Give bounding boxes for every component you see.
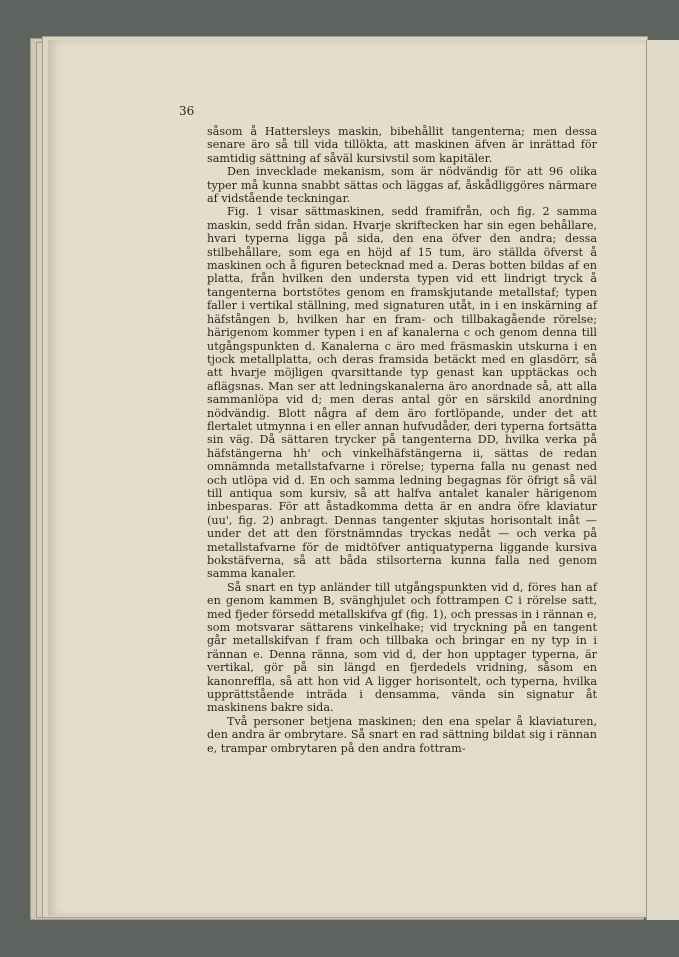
paragraph: såsom å Hattersleys maskin, bibehållit tangenterna; men dessa senare äro så till vida tillökta, att maskinen äfven är inrättad för samtidig sättning af såväl kursivstil som kapitäler. — [207, 125, 597, 165]
page-number: 36 — [179, 104, 195, 118]
paragraph: Fig. 1 visar sättmaskinen, sedd framifrån, och fig. 2 samma maskin, sedd från sidan. Hvarje skriftecken har sin egen behållare, hvari typerna ligga på sida, den ena öfver den andra; dessa stilbehållare, som ega en höjd af 15 tum, äro ställda öfverst å maskinen och å figuren betecknad med a. Deras botten bildas af en platta, från hvilken den understa typen vid ett lindrigt tryck å tangenterna bortstötes genom en framskjutande metallstaf; typen faller i vertikal ställning, med signaturen utåt, in i en inskärning af häfstången b, hvilken har en fram- och tillbakagående rörelse; härigenom kommer typen i en af kanalerna c och genom denna till utgångspunkten d. Kanalerna c äro med fräsmaskin utskurna i en tjock metallplatta, och deras framsida betäckt med en glasdörr, så att hvarje möjligen qvarsittande typ genast kan upptäckas och aflägsnas. Man ser att ledningskanalerna äro anordnade så, att alla sammanlöpa vid d; men deras antal gör en särskild anordning nödvändig. Blott några af dem äro fortlöpande, under det att flertalet utmynna i en eller annan hufvudåder, deri typerna fortsätta sin väg. Då sättaren trycker på tangenterna DD, hvilka verka på häfstängerna hh' och vinkelhäfstängerna ii, sättas de redan omnämnda metallstafvarne i rörelse; typerna falla nu genast ned och utlöpa vid d. En och samma ledning begagnas för öfrigt så väl till antiqua som kursiv, så att halfva antalet kanaler härigenom inbesparas. För att åstadkomma detta är en andra öfre klaviatur (uu', fig. 2) anbragt. Dennas tangenter skjutas horisontalt inåt — under det att den förstnämndas tryckas nedåt — och verka på metallstafvarne för de midtöfver antiquatyperna liggande kursiva bokstäfverna, så att båda stilsorterna kunna falla ned genom samma kanaler. — [207, 205, 597, 581]
body-text — [207, 125, 597, 755]
paragraph: Två personer betjena maskinen; den ena spelar å klaviaturen, den andra är ombrytare. Så snart en rad sättning bildat sig i rännan e, trampar ombrytaren på den andra fottram- — [207, 714, 597, 755]
paragraph: Den invecklade mekanism, som är nödvändig för att 96 olika typer må kunna snabbt sättas och läggas af, åskådliggöres närmare af vidstående teckningar. — [207, 165, 597, 206]
paragraph: Så snart en typ anländer till utgångspunkten vid d, föres han af en genom kammen B, svänghjulet och fottrampen C i rörelse satt, med fjeder försedd metallskifva gf (fig. 1), och pressas in i rännan e, som motsvarar sättarens vinkelhake; vid tryckning på en tangent går metallskifvan f fram och tillbaka och bringar en ny typ in i rännan e. Denna ränna, som vid d, der hon upptager typerna, är vertikal, gör på sin längd en fjerdedels vridning, såsom en kanonreffla, så att hon vid A ligger horisontelt, och typerna, hvilka upprättstående inträda i densamma, vända sin signatur åt maskinens bakre sida. — [207, 580, 597, 715]
facing-page-edge — [646, 40, 679, 920]
